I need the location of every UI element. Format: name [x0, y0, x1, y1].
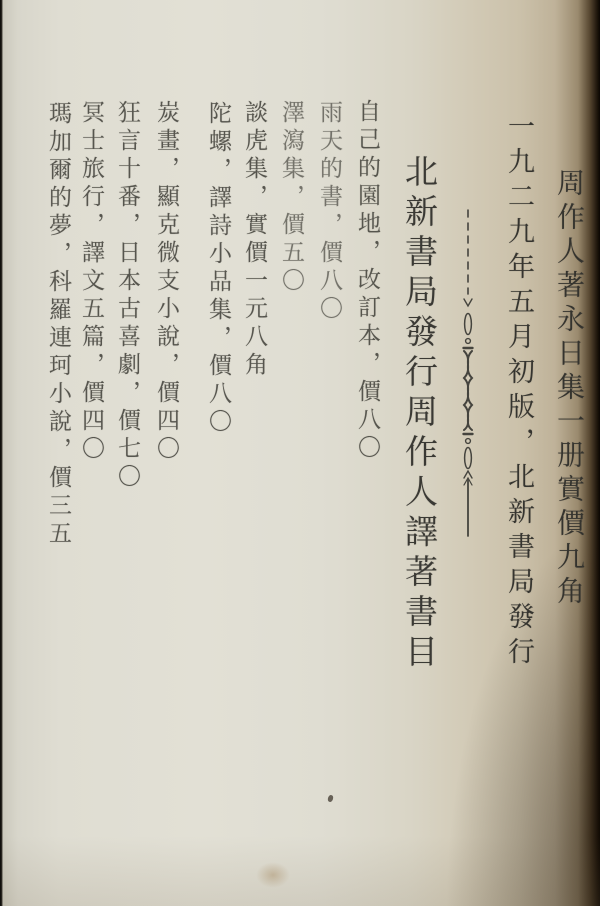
vertical-divider-ornament-icon: [459, 208, 477, 538]
book-list-item: 冥士旅行，譯文五篇，價四〇: [78, 100, 104, 464]
edition-column: 一九二九年五月初版，北新書局發行: [503, 112, 534, 672]
book-list-item: 雨天的書，價八〇: [316, 100, 342, 324]
book-list-item: 瑪加爾的夢，科羅連珂小說，價三五: [45, 101, 71, 549]
book-list-item: 澤瀉集，價五〇: [278, 100, 304, 296]
scan-edge-left: [0, 0, 3, 906]
catalog-heading: 北新書局發行周作人譯著書目: [400, 154, 439, 674]
book-list-item: 炭畫，顯克微支小說，價四〇: [153, 100, 179, 464]
book-list-item: 狂言十番，日本古喜劇，價七〇: [114, 100, 140, 492]
book-list-item: 談虎集，實價一元八角: [241, 100, 267, 380]
title-column: 周作人著永日集一册實價九角: [553, 168, 586, 610]
ink-speck: [327, 794, 334, 802]
book-list-item: 陀螺，譯詩小品集，價八〇: [205, 101, 231, 437]
book-list-item: 自己的園地，改訂本，價八〇: [354, 99, 380, 463]
paper-stain: [256, 862, 290, 888]
